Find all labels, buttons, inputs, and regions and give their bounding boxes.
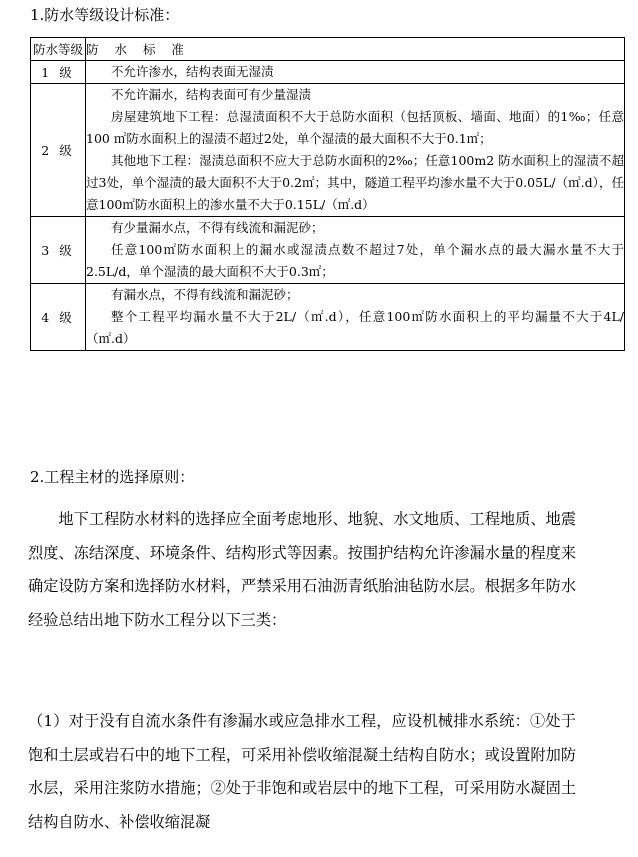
table-row-grade-3 bbox=[31, 217, 625, 284]
table-row-grade-2 bbox=[31, 84, 625, 217]
paragraph-1-text: 地下工程防水材料的选择应全面考虑地形、地貌、水文地质、工程地质、地震烈度、冻结深度、环境条件、结构形式等因素。按围护结构允许渗漏水量的程度来确定设防方案和选择防水材料，严禁采用石油沥青纸胎油毡防水层。根据多年防水经验总结出地下防水工程分以下三类： bbox=[28, 510, 576, 629]
grade-4-line-2: 整个工程平均漏水量不大于2L/（㎡.d），任意100㎡防水面积上的平均漏量不大于4L/（㎡.d） bbox=[86, 309, 624, 346]
header-level: 防水等级 bbox=[31, 38, 86, 61]
material-principle-paragraph bbox=[28, 503, 576, 637]
grade-description bbox=[86, 284, 625, 351]
grade-label: 2 级 bbox=[31, 84, 86, 217]
grade-3-line-2: 任意100㎡防水面积上的漏水或湿渍点数不超过7处，单个漏水点的最大漏水量不大于2.5L/d，单个湿渍的最大面积不大于0.3㎡； bbox=[86, 242, 624, 279]
grade-2-line-1: 不允许漏水，结构表面可有少量湿渍 bbox=[111, 87, 312, 102]
section-1-heading: 1.防水等级设计标准： bbox=[30, 6, 180, 24]
grade-description bbox=[86, 217, 625, 284]
grade-description bbox=[86, 84, 625, 217]
header-standard: 防 水 标 准 bbox=[86, 38, 625, 61]
grade-description bbox=[86, 61, 625, 84]
table-row-grade-4 bbox=[31, 284, 625, 351]
waterproof-grade-table bbox=[30, 37, 625, 351]
grade-4-line-1: 有漏水点，不得有线流和漏泥砂； bbox=[111, 287, 299, 302]
paragraph-2-text: （1）对于没有自流水条件有渗漏水或应急排水工程，应设机械排水系统：①处于饱和土层或岩石中的地下工程，可采用补偿收缩混凝土结构自防水；或设置附加防水层，采用注浆防水措施；②处于非饱和或岩层中的地下工程，可采用防水凝固土结构自防水、补偿收缩混凝 bbox=[28, 712, 576, 831]
grade-3-line-1: 有少量漏水点，不得有线流和漏泥砂； bbox=[111, 220, 324, 235]
grade-1-line-1: 不允许渗水，结构表面无湿渍 bbox=[111, 64, 274, 79]
grade-label: 4 级 bbox=[31, 284, 86, 351]
grade-2-line-3: 其他地下工程：湿渍总面积不应大于总防水面积的2‰；任意100m2 防水面积上的湿渍不超过3处，单个湿渍的最大面积不大于0.2㎡；其中，隧道工程平均渗水量不大于0.05L/（㎡.d），任意100㎡防水面积上的渗水量不大于0.15L/（㎡.d） bbox=[86, 153, 624, 212]
grade-label: 3 级 bbox=[31, 217, 86, 284]
grade-label: 1 级 bbox=[31, 61, 86, 84]
grade-2-line-2: 房屋建筑地下工程：总湿渍面积不大于总防水面积（包括顶板、墙面、地面）的1‰；任意100 ㎡防水面积上的湿渍不超过2处，单个湿渍的最大面积不大于0.1㎡； bbox=[86, 109, 624, 146]
drainage-paragraph bbox=[28, 705, 576, 839]
section-2-heading: 2.工程主材的选择原则： bbox=[30, 468, 195, 486]
table-row-grade-1 bbox=[31, 61, 625, 84]
table-header-row bbox=[31, 38, 625, 61]
